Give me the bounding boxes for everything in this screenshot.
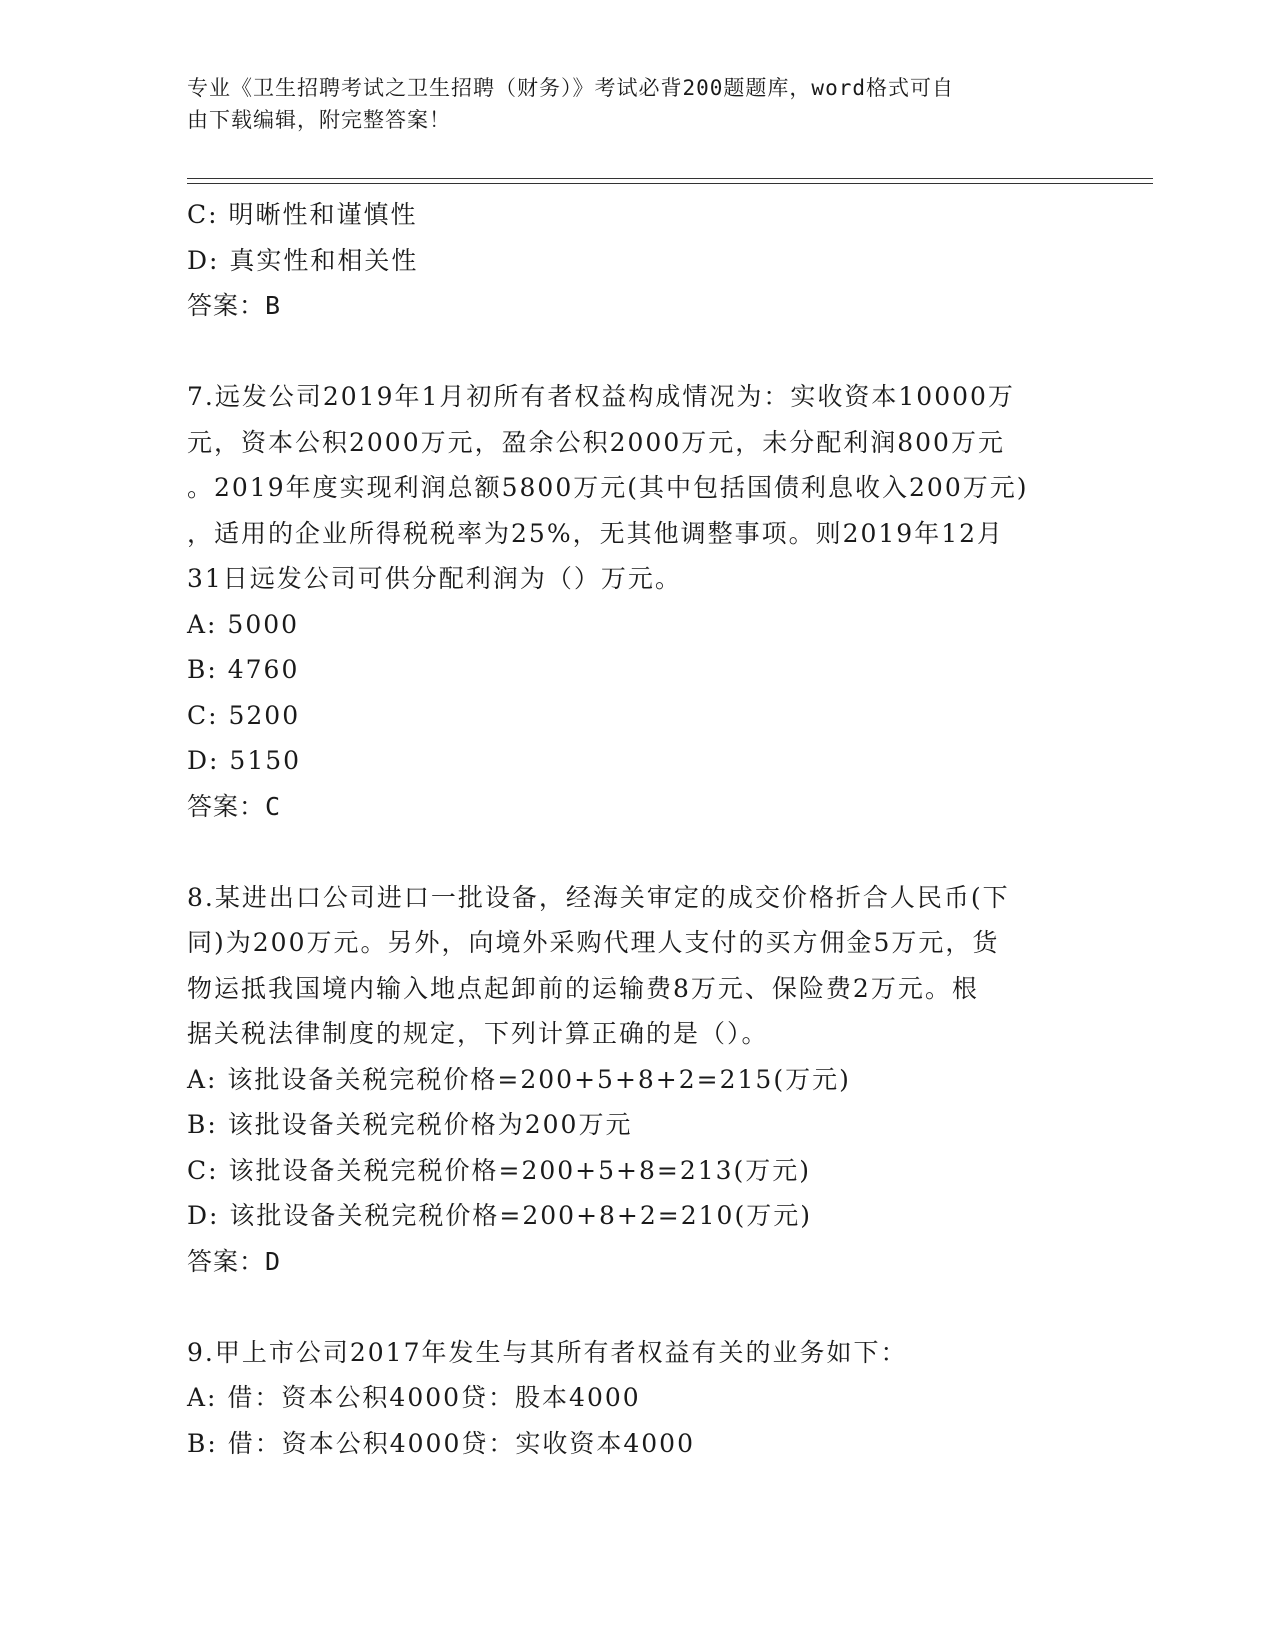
q7-option-d: D: 5150 [187, 746, 302, 775]
header-divider [187, 178, 1153, 184]
q6-option-d: D: 真实性和相关性 [187, 245, 419, 275]
document-header [187, 72, 1067, 136]
q8-option-a: A: 该批设备关税完税价格=200+5+8+2=215(万元) [187, 1064, 851, 1094]
q7-text-line: 31日远发公司可供分配利润为（）万元。 [187, 564, 682, 593]
q7-option-b: B: 4760 [187, 655, 300, 684]
q7-text-line: 7.远发公司2019年1月初所有者权益构成情况为：实收资本10000万 [187, 382, 1015, 411]
q7-text-line: ，适用的企业所得税税率为25%，无其他调整事项。则2019年12月 [187, 518, 1005, 548]
q7-text-line: 元，资本公积2000万元，盈余公积2000万元，未分配利润800万元 [187, 427, 1005, 457]
spacer [187, 329, 1087, 375]
q7-option-c: C: 5200 [187, 700, 301, 730]
q9-option-a: A: 借：资本公积4000贷：股本4000 [187, 1383, 641, 1412]
header-line-2: 由下载编辑，附完整答案！ [187, 108, 451, 132]
spacer [187, 829, 1087, 875]
q8-text-line: 同)为200万元。另外，向境外采购代理人支付的买方佣金5万元，货 [187, 928, 1000, 957]
q6-answer: 答案：B [187, 291, 282, 320]
q8-text-line: 物运抵我国境内输入地点起卸前的运输费8万元、保险费2万元。根 [187, 973, 979, 1003]
spacer [187, 1284, 1087, 1330]
q7-text-line: 。2019年度实现利润总额5800万元(其中包括国债利息收入200万元) [187, 473, 1029, 502]
q9-text-line: 9.甲上市公司2017年发生与其所有者权益有关的业务如下： [187, 1337, 908, 1367]
q9-option-b: B: 借：资本公积4000贷：实收资本4000 [187, 1428, 695, 1458]
q8-option-b: B: 该批设备关税完税价格为200万元 [187, 1110, 633, 1139]
q7-answer: 答案：C [187, 791, 282, 821]
q8-option-d: D: 该批设备关税完税价格=200+8+2=210(万元) [187, 1201, 812, 1230]
q8-option-c: C: 该批设备关税完税价格=200+5+8=213(万元) [187, 1155, 812, 1185]
q8-answer: 答案：D [187, 1246, 282, 1276]
document-body [187, 192, 1087, 1466]
q7-option-a: A: 5000 [187, 609, 300, 639]
q6-option-c: C: 明晰性和谨慎性 [187, 200, 418, 229]
header-line-1: 专业《卫生招聘考试之卫生招聘（财务）》考试必背200题题库，word格式可自 [187, 76, 954, 100]
q8-text-line: 据关税法律制度的规定，下列计算正确的是（）。 [187, 1019, 769, 1048]
q8-text-line: 8.某进出口公司进口一批设备，经海关审定的成交价格折合人民币(下 [187, 882, 1010, 912]
